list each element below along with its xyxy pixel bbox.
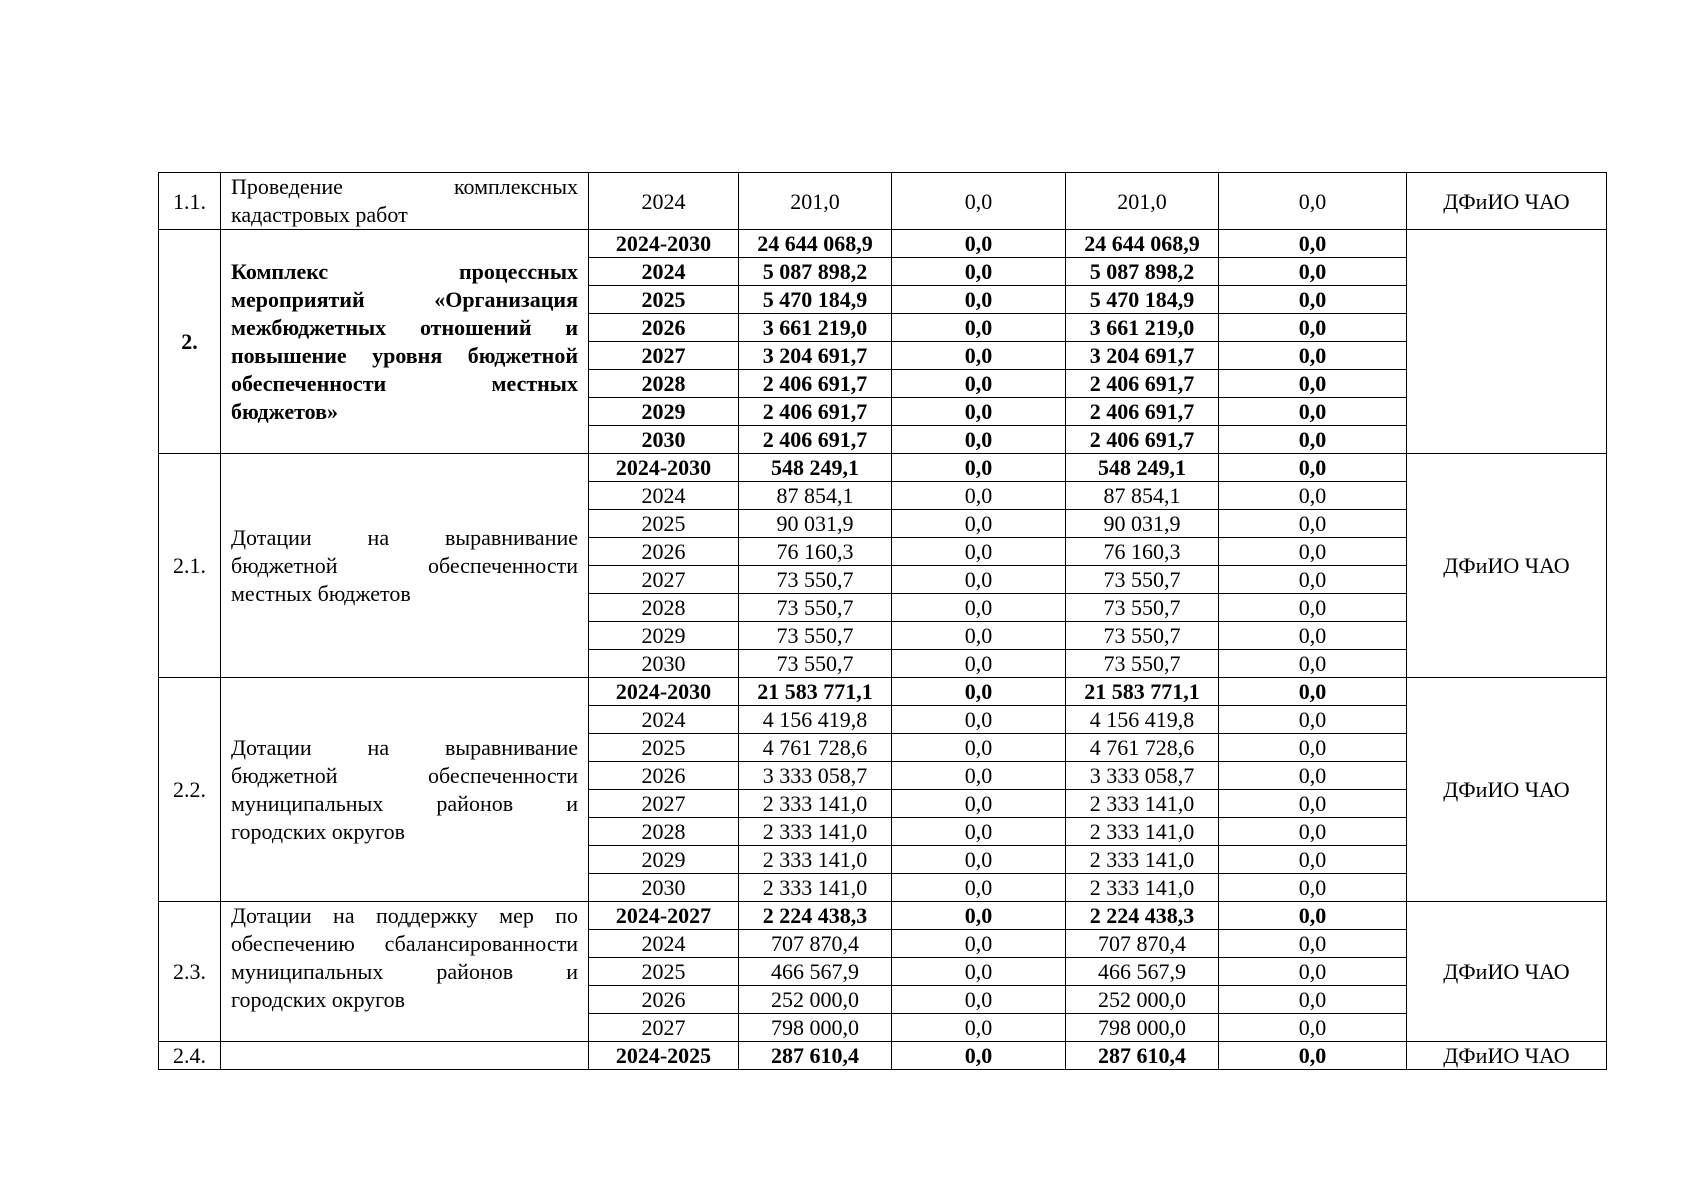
cell-col2: 0,0 <box>892 902 1066 930</box>
cell-total: 5 087 898,2 <box>739 258 892 286</box>
cell-col3: 90 031,9 <box>1066 510 1219 538</box>
cell-col3: 252 000,0 <box>1066 986 1219 1014</box>
cell-total: 3 204 691,7 <box>739 342 892 370</box>
row-executor <box>1407 230 1607 454</box>
cell-col4: 0,0 <box>1219 398 1407 426</box>
cell-col3: 24 644 068,9 <box>1066 230 1219 258</box>
cell-col3: 73 550,7 <box>1066 594 1219 622</box>
cell-total: 201,0 <box>739 173 892 230</box>
cell-total: 2 333 141,0 <box>739 846 892 874</box>
cell-col4: 0,0 <box>1219 650 1407 678</box>
cell-col2: 0,0 <box>892 566 1066 594</box>
table-row <box>159 230 1607 258</box>
cell-year: 2030 <box>589 874 739 902</box>
cell-year: 2024-2030 <box>589 678 739 706</box>
cell-col2: 0,0 <box>892 706 1066 734</box>
cell-col4: 0,0 <box>1219 538 1407 566</box>
cell-col3: 2 333 141,0 <box>1066 874 1219 902</box>
cell-year: 2026 <box>589 762 739 790</box>
cell-total: 2 406 691,7 <box>739 426 892 454</box>
cell-total: 2 406 691,7 <box>739 398 892 426</box>
cell-year: 2029 <box>589 846 739 874</box>
cell-total: 2 406 691,7 <box>739 370 892 398</box>
cell-total: 73 550,7 <box>739 622 892 650</box>
row-name <box>221 1042 589 1070</box>
row-number: 1.1. <box>159 173 221 230</box>
cell-col2: 0,0 <box>892 790 1066 818</box>
cell-col3: 76 160,3 <box>1066 538 1219 566</box>
cell-col4: 0,0 <box>1219 930 1407 958</box>
cell-year: 2024-2025 <box>589 1042 739 1070</box>
table-row <box>159 678 1607 706</box>
cell-col3: 707 870,4 <box>1066 930 1219 958</box>
cell-col4: 0,0 <box>1219 958 1407 986</box>
row-name: Дотации на выравнивание бюджетной обеспеченности местных бюджетов <box>221 454 589 678</box>
cell-year: 2028 <box>589 370 739 398</box>
cell-col3: 21 583 771,1 <box>1066 678 1219 706</box>
cell-year: 2025 <box>589 958 739 986</box>
cell-col4: 0,0 <box>1219 622 1407 650</box>
cell-col4: 0,0 <box>1219 426 1407 454</box>
table-body <box>159 173 1607 1070</box>
cell-year: 2024-2030 <box>589 230 739 258</box>
cell-total: 548 249,1 <box>739 454 892 482</box>
cell-col3: 5 087 898,2 <box>1066 258 1219 286</box>
cell-col3: 201,0 <box>1066 173 1219 230</box>
cell-total: 252 000,0 <box>739 986 892 1014</box>
cell-col4: 0,0 <box>1219 986 1407 1014</box>
cell-col2: 0,0 <box>892 286 1066 314</box>
cell-col2: 0,0 <box>892 258 1066 286</box>
cell-col2: 0,0 <box>892 846 1066 874</box>
cell-total: 4 156 419,8 <box>739 706 892 734</box>
cell-col3: 87 854,1 <box>1066 482 1219 510</box>
cell-col3: 2 406 691,7 <box>1066 426 1219 454</box>
cell-year: 2030 <box>589 426 739 454</box>
cell-col2: 0,0 <box>892 650 1066 678</box>
cell-col2: 0,0 <box>892 510 1066 538</box>
cell-col4: 0,0 <box>1219 510 1407 538</box>
cell-col2: 0,0 <box>892 482 1066 510</box>
cell-col4: 0,0 <box>1219 818 1407 846</box>
cell-total: 2 333 141,0 <box>739 874 892 902</box>
row-number: 2.4. <box>159 1042 221 1070</box>
cell-year: 2025 <box>589 510 739 538</box>
cell-total: 4 761 728,6 <box>739 734 892 762</box>
cell-col4: 0,0 <box>1219 874 1407 902</box>
row-number: 2.1. <box>159 454 221 678</box>
cell-col2: 0,0 <box>892 594 1066 622</box>
cell-year: 2024 <box>589 930 739 958</box>
row-executor: ДФиИО ЧАО <box>1407 678 1607 902</box>
cell-col2: 0,0 <box>892 1042 1066 1070</box>
cell-col3: 798 000,0 <box>1066 1014 1219 1042</box>
row-executor: ДФиИО ЧАО <box>1407 1042 1607 1070</box>
cell-col2: 0,0 <box>892 342 1066 370</box>
cell-col3: 2 333 141,0 <box>1066 846 1219 874</box>
cell-year: 2024-2027 <box>589 902 739 930</box>
cell-col3: 73 550,7 <box>1066 650 1219 678</box>
cell-col3: 2 406 691,7 <box>1066 398 1219 426</box>
cell-year: 2025 <box>589 286 739 314</box>
cell-col3: 548 249,1 <box>1066 454 1219 482</box>
cell-col2: 0,0 <box>892 426 1066 454</box>
cell-total: 73 550,7 <box>739 650 892 678</box>
cell-year: 2028 <box>589 594 739 622</box>
cell-col2: 0,0 <box>892 398 1066 426</box>
cell-col2: 0,0 <box>892 818 1066 846</box>
cell-col2: 0,0 <box>892 958 1066 986</box>
cell-year: 2029 <box>589 398 739 426</box>
cell-col4: 0,0 <box>1219 370 1407 398</box>
cell-col2: 0,0 <box>892 370 1066 398</box>
row-name: Дотации на поддержку мер по обеспечению сбалансированности муниципальных районов и городских округов <box>221 902 589 1042</box>
cell-total: 2 333 141,0 <box>739 818 892 846</box>
cell-col4: 0,0 <box>1219 846 1407 874</box>
cell-total: 73 550,7 <box>739 594 892 622</box>
table-row <box>159 173 1607 230</box>
row-number: 2.2. <box>159 678 221 902</box>
cell-total: 90 031,9 <box>739 510 892 538</box>
cell-col3: 3 661 219,0 <box>1066 314 1219 342</box>
cell-col3: 3 204 691,7 <box>1066 342 1219 370</box>
cell-total: 73 550,7 <box>739 566 892 594</box>
cell-col2: 0,0 <box>892 678 1066 706</box>
cell-total: 2 333 141,0 <box>739 790 892 818</box>
cell-year: 2024 <box>589 258 739 286</box>
cell-year: 2024 <box>589 482 739 510</box>
cell-col4: 0,0 <box>1219 314 1407 342</box>
cell-col4: 0,0 <box>1219 258 1407 286</box>
cell-year: 2024 <box>589 173 739 230</box>
cell-total: 798 000,0 <box>739 1014 892 1042</box>
cell-col4: 0,0 <box>1219 678 1407 706</box>
cell-col3: 3 333 058,7 <box>1066 762 1219 790</box>
row-executor: ДФиИО ЧАО <box>1407 902 1607 1042</box>
cell-year: 2027 <box>589 566 739 594</box>
cell-col4: 0,0 <box>1219 790 1407 818</box>
cell-total: 466 567,9 <box>739 958 892 986</box>
cell-year: 2027 <box>589 790 739 818</box>
cell-year: 2029 <box>589 622 739 650</box>
cell-year: 2027 <box>589 342 739 370</box>
cell-total: 287 610,4 <box>739 1042 892 1070</box>
cell-total: 3 333 058,7 <box>739 762 892 790</box>
cell-col4: 0,0 <box>1219 734 1407 762</box>
cell-col3: 4 761 728,6 <box>1066 734 1219 762</box>
row-name: Дотации на выравнивание бюджетной обеспеченности муниципальных районов и городских округов <box>221 678 589 902</box>
cell-col2: 0,0 <box>892 986 1066 1014</box>
cell-col2: 0,0 <box>892 1014 1066 1042</box>
cell-col3: 5 470 184,9 <box>1066 286 1219 314</box>
cell-col4: 0,0 <box>1219 594 1407 622</box>
table-row <box>159 454 1607 482</box>
cell-total: 5 470 184,9 <box>739 286 892 314</box>
cell-total: 707 870,4 <box>739 930 892 958</box>
cell-col4: 0,0 <box>1219 1014 1407 1042</box>
cell-col2: 0,0 <box>892 454 1066 482</box>
cell-col3: 287 610,4 <box>1066 1042 1219 1070</box>
cell-year: 2026 <box>589 314 739 342</box>
cell-total: 3 661 219,0 <box>739 314 892 342</box>
cell-col3: 4 156 419,8 <box>1066 706 1219 734</box>
cell-year: 2026 <box>589 538 739 566</box>
cell-col3: 73 550,7 <box>1066 566 1219 594</box>
budget-table <box>158 172 1607 1070</box>
cell-year: 2027 <box>589 1014 739 1042</box>
cell-total: 2 224 438,3 <box>739 902 892 930</box>
row-number: 2.3. <box>159 902 221 1042</box>
cell-col4: 0,0 <box>1219 286 1407 314</box>
cell-year: 2028 <box>589 818 739 846</box>
cell-col3: 2 333 141,0 <box>1066 790 1219 818</box>
cell-col4: 0,0 <box>1219 1042 1407 1070</box>
cell-col3: 2 406 691,7 <box>1066 370 1219 398</box>
cell-col3: 2 224 438,3 <box>1066 902 1219 930</box>
cell-col2: 0,0 <box>892 314 1066 342</box>
cell-col2: 0,0 <box>892 874 1066 902</box>
row-executor: ДФиИО ЧАО <box>1407 454 1607 678</box>
cell-col4: 0,0 <box>1219 173 1407 230</box>
cell-total: 24 644 068,9 <box>739 230 892 258</box>
cell-col4: 0,0 <box>1219 566 1407 594</box>
cell-year: 2030 <box>589 650 739 678</box>
row-name: Комплекс процессных мероприятий «Организация межбюджетных отношений и повышение уровня бюджетной обеспеченности местных бюджетов» <box>221 230 589 454</box>
cell-year: 2024-2030 <box>589 454 739 482</box>
cell-col4: 0,0 <box>1219 482 1407 510</box>
cell-total: 87 854,1 <box>739 482 892 510</box>
cell-col4: 0,0 <box>1219 454 1407 482</box>
cell-col3: 2 333 141,0 <box>1066 818 1219 846</box>
cell-col4: 0,0 <box>1219 902 1407 930</box>
table-row <box>159 902 1607 930</box>
cell-col2: 0,0 <box>892 173 1066 230</box>
cell-col4: 0,0 <box>1219 230 1407 258</box>
cell-total: 21 583 771,1 <box>739 678 892 706</box>
cell-year: 2026 <box>589 986 739 1014</box>
cell-col2: 0,0 <box>892 734 1066 762</box>
cell-col2: 0,0 <box>892 538 1066 566</box>
row-executor: ДФиИО ЧАО <box>1407 173 1607 230</box>
cell-col3: 73 550,7 <box>1066 622 1219 650</box>
cell-col3: 466 567,9 <box>1066 958 1219 986</box>
cell-year: 2025 <box>589 734 739 762</box>
cell-total: 76 160,3 <box>739 538 892 566</box>
cell-col2: 0,0 <box>892 930 1066 958</box>
row-name: Проведение комплексных кадастровых работ <box>221 173 589 230</box>
cell-col2: 0,0 <box>892 762 1066 790</box>
row-number: 2. <box>159 230 221 454</box>
cell-col4: 0,0 <box>1219 342 1407 370</box>
cell-col4: 0,0 <box>1219 706 1407 734</box>
cell-col4: 0,0 <box>1219 762 1407 790</box>
cell-col2: 0,0 <box>892 230 1066 258</box>
table-row <box>159 1042 1607 1070</box>
cell-year: 2024 <box>589 706 739 734</box>
cell-col2: 0,0 <box>892 622 1066 650</box>
